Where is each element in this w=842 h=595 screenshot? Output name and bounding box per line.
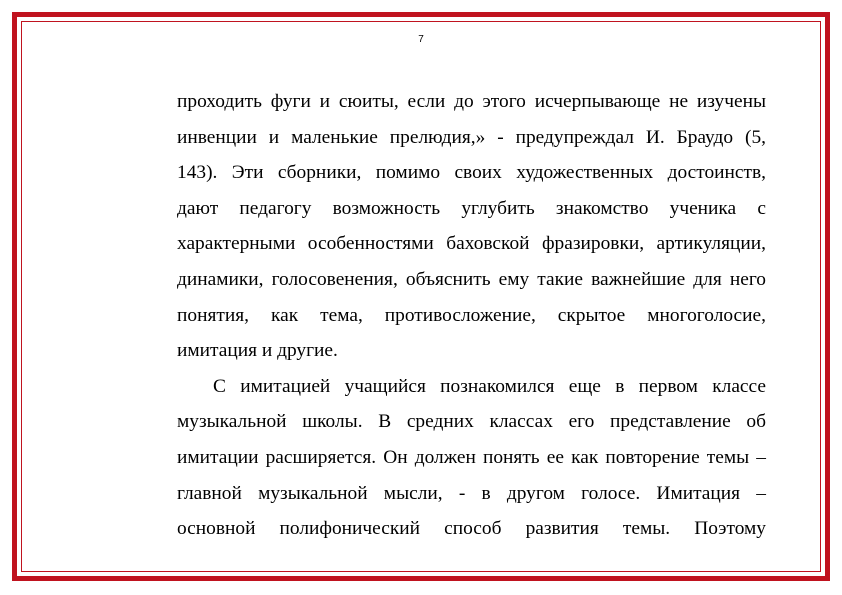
text-line: основной полифонический способ развития темы. Поэтому [177,518,766,540]
text-line: имитации расширяется. Он должен понять ее как повторение темы – [177,446,766,468]
text-line: понятия, как тема, противосложение, скрытое многоголосие, [177,304,766,326]
text-line: характерными особенностями баховской фразировки, артикуляции, [177,233,766,255]
text-line: дают педагогу возможность углубить знакомство ученика с [177,197,766,219]
paragraph-1 [177,84,766,369]
text-line: 143). Эти сборники, помимо своих художественных достоинств, [177,162,766,184]
paragraph-2 [177,369,766,547]
text-line: С имитацией учащийся познакомился еще в первом классе [213,375,766,397]
text-line: имитация и другие. [177,340,338,362]
text-line: проходить фуги и сюиты, если до этого исчерпывающе не изучены [177,91,766,112]
text-line: главной музыкальной мысли, - в другом голосе. Имитация – [177,482,766,504]
text-line: динамики, голосовенения, объяснить ему такие важнейшие для него [177,268,766,290]
text-line: инвенции и маленькие прелюдия,» - предупреждал И. Браудо (5, [177,126,766,148]
text-body [177,84,766,547]
text-line: музыкальной школы. В средних классах его представление об [177,411,766,433]
page-number: 7 [418,34,424,45]
